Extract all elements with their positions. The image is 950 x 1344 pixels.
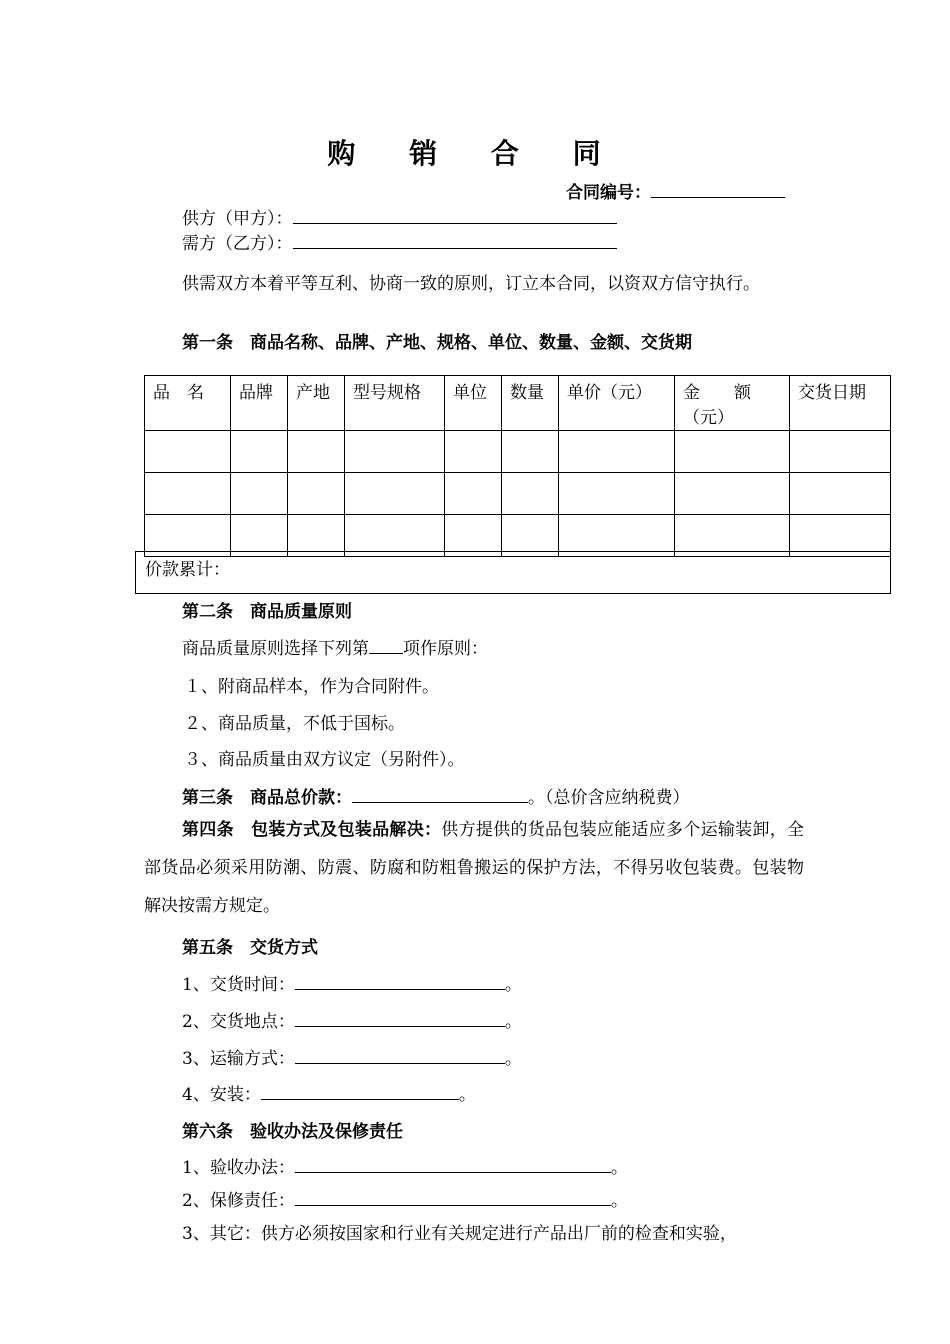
installation-label: 4、安装：	[182, 1085, 261, 1105]
delivery-place-field[interactable]	[295, 1009, 505, 1027]
cell[interactable]	[675, 473, 790, 515]
quality-choice-field[interactable]	[369, 636, 403, 654]
total-price-box[interactable]	[135, 551, 891, 594]
article3-row	[182, 783, 690, 808]
cell[interactable]	[445, 431, 502, 473]
supplier-label: 供方（甲方）：	[182, 209, 293, 229]
cell[interactable]	[231, 473, 288, 515]
quality-item: １、附商品样本，作为合同附件。	[184, 677, 439, 697]
cell[interactable]	[288, 473, 345, 515]
warranty-field[interactable]	[295, 1188, 611, 1206]
period: 。	[504, 1049, 522, 1069]
table-row[interactable]	[145, 431, 891, 473]
article4-heading: 第四条 包装方式及包装品解决：	[182, 820, 442, 840]
cell[interactable]	[145, 473, 231, 515]
article2-heading: 第二条 商品质量原则	[182, 602, 352, 622]
quality-item: ３、商品质量由双方议定（另附件）。	[184, 750, 465, 770]
header-origin: 产地	[288, 376, 345, 431]
cell[interactable]	[502, 473, 559, 515]
period: 。	[610, 1158, 628, 1178]
header-unit: 单位	[445, 376, 502, 431]
article3-tail: 。（总价含应纳税费）	[528, 788, 690, 808]
cell[interactable]	[790, 473, 891, 515]
cell[interactable]	[502, 431, 559, 473]
delivery-place-row	[182, 1007, 522, 1032]
article4-paragraph	[144, 811, 804, 925]
supplier-field[interactable]	[293, 206, 617, 224]
cell[interactable]	[231, 431, 288, 473]
header-name: 品 名	[145, 376, 231, 431]
transport-label: 3、运输方式：	[182, 1049, 295, 1069]
table-row[interactable]	[145, 473, 891, 515]
cell[interactable]	[145, 431, 231, 473]
article5-heading: 第五条 交货方式	[182, 938, 318, 958]
period: 。	[504, 975, 522, 995]
goods-table	[144, 375, 891, 557]
buyer-label: 需方（乙方）：	[182, 234, 293, 254]
cell[interactable]	[675, 431, 790, 473]
header-model: 型号规格	[345, 376, 445, 431]
cell[interactable]	[288, 431, 345, 473]
buyer-field[interactable]	[293, 231, 617, 249]
table-header-row	[145, 376, 891, 431]
contract-number-field[interactable]	[651, 180, 785, 198]
header-amount: 金 额（元）	[675, 376, 790, 431]
total-price-field[interactable]	[352, 785, 528, 803]
quality-choice-text: 商品质量原则选择下列第	[182, 639, 369, 659]
delivery-time-label: 1、交货时间：	[182, 975, 295, 995]
quality-choice-text-2: 项作原则：	[403, 639, 488, 659]
delivery-time-row	[182, 970, 522, 995]
acceptance-field[interactable]	[295, 1155, 611, 1173]
article3-heading: 第三条 商品总价款：	[182, 788, 352, 808]
installation-field[interactable]	[261, 1082, 459, 1100]
article6-heading: 第六条 验收办法及保修责任	[182, 1122, 403, 1142]
period: 。	[504, 1012, 522, 1032]
cell[interactable]	[559, 473, 675, 515]
contract-number-row	[566, 178, 785, 203]
installation-row	[182, 1080, 476, 1105]
header-quantity: 数量	[502, 376, 559, 431]
cell[interactable]	[559, 431, 675, 473]
transport-field[interactable]	[295, 1046, 505, 1064]
warranty-row	[182, 1186, 628, 1211]
transport-row	[182, 1044, 522, 1069]
other-clause: 3、其它：供方必须按国家和行业有关规定进行产品出厂前的检查和实验，	[182, 1224, 737, 1244]
acceptance-label: 1、验收办法：	[182, 1158, 295, 1178]
period: 。	[610, 1191, 628, 1211]
contract-number-label: 合同编号：	[566, 183, 651, 203]
period: 。	[458, 1085, 476, 1105]
delivery-time-field[interactable]	[295, 972, 505, 990]
quality-item: ２、商品质量，不低于国标。	[184, 714, 405, 734]
contract-title: 购 销 合 同	[327, 137, 623, 170]
article1-heading: 第一条 商品名称、品牌、产地、规格、单位、数量、金额、交货期	[182, 333, 692, 353]
header-delivery-date: 交货日期	[790, 376, 891, 431]
delivery-place-label: 2、交货地点：	[182, 1012, 295, 1032]
header-brand: 品牌	[231, 376, 288, 431]
cell[interactable]	[345, 473, 445, 515]
acceptance-row	[182, 1153, 628, 1178]
buyer-row	[182, 229, 617, 254]
cell[interactable]	[790, 431, 891, 473]
intro-paragraph: 供需双方本着平等互利、协商一致的原则，订立本合同，以资双方信守执行。	[182, 274, 760, 294]
supplier-row	[182, 204, 617, 229]
header-unit-price: 单价（元）	[559, 376, 675, 431]
warranty-label: 2、保修责任：	[182, 1191, 295, 1211]
quality-choice-row	[182, 634, 488, 659]
total-price-label: 价款累计：	[145, 560, 230, 580]
cell[interactable]	[345, 431, 445, 473]
cell[interactable]	[445, 473, 502, 515]
article4-body: 供方提供的货品包装应能适应多个运输装卸，全部货品必须采用防潮、防震、防腐和防粗鲁搬运的保护方法，不得另收包装费。包装物解决按需方规定。	[144, 820, 805, 916]
